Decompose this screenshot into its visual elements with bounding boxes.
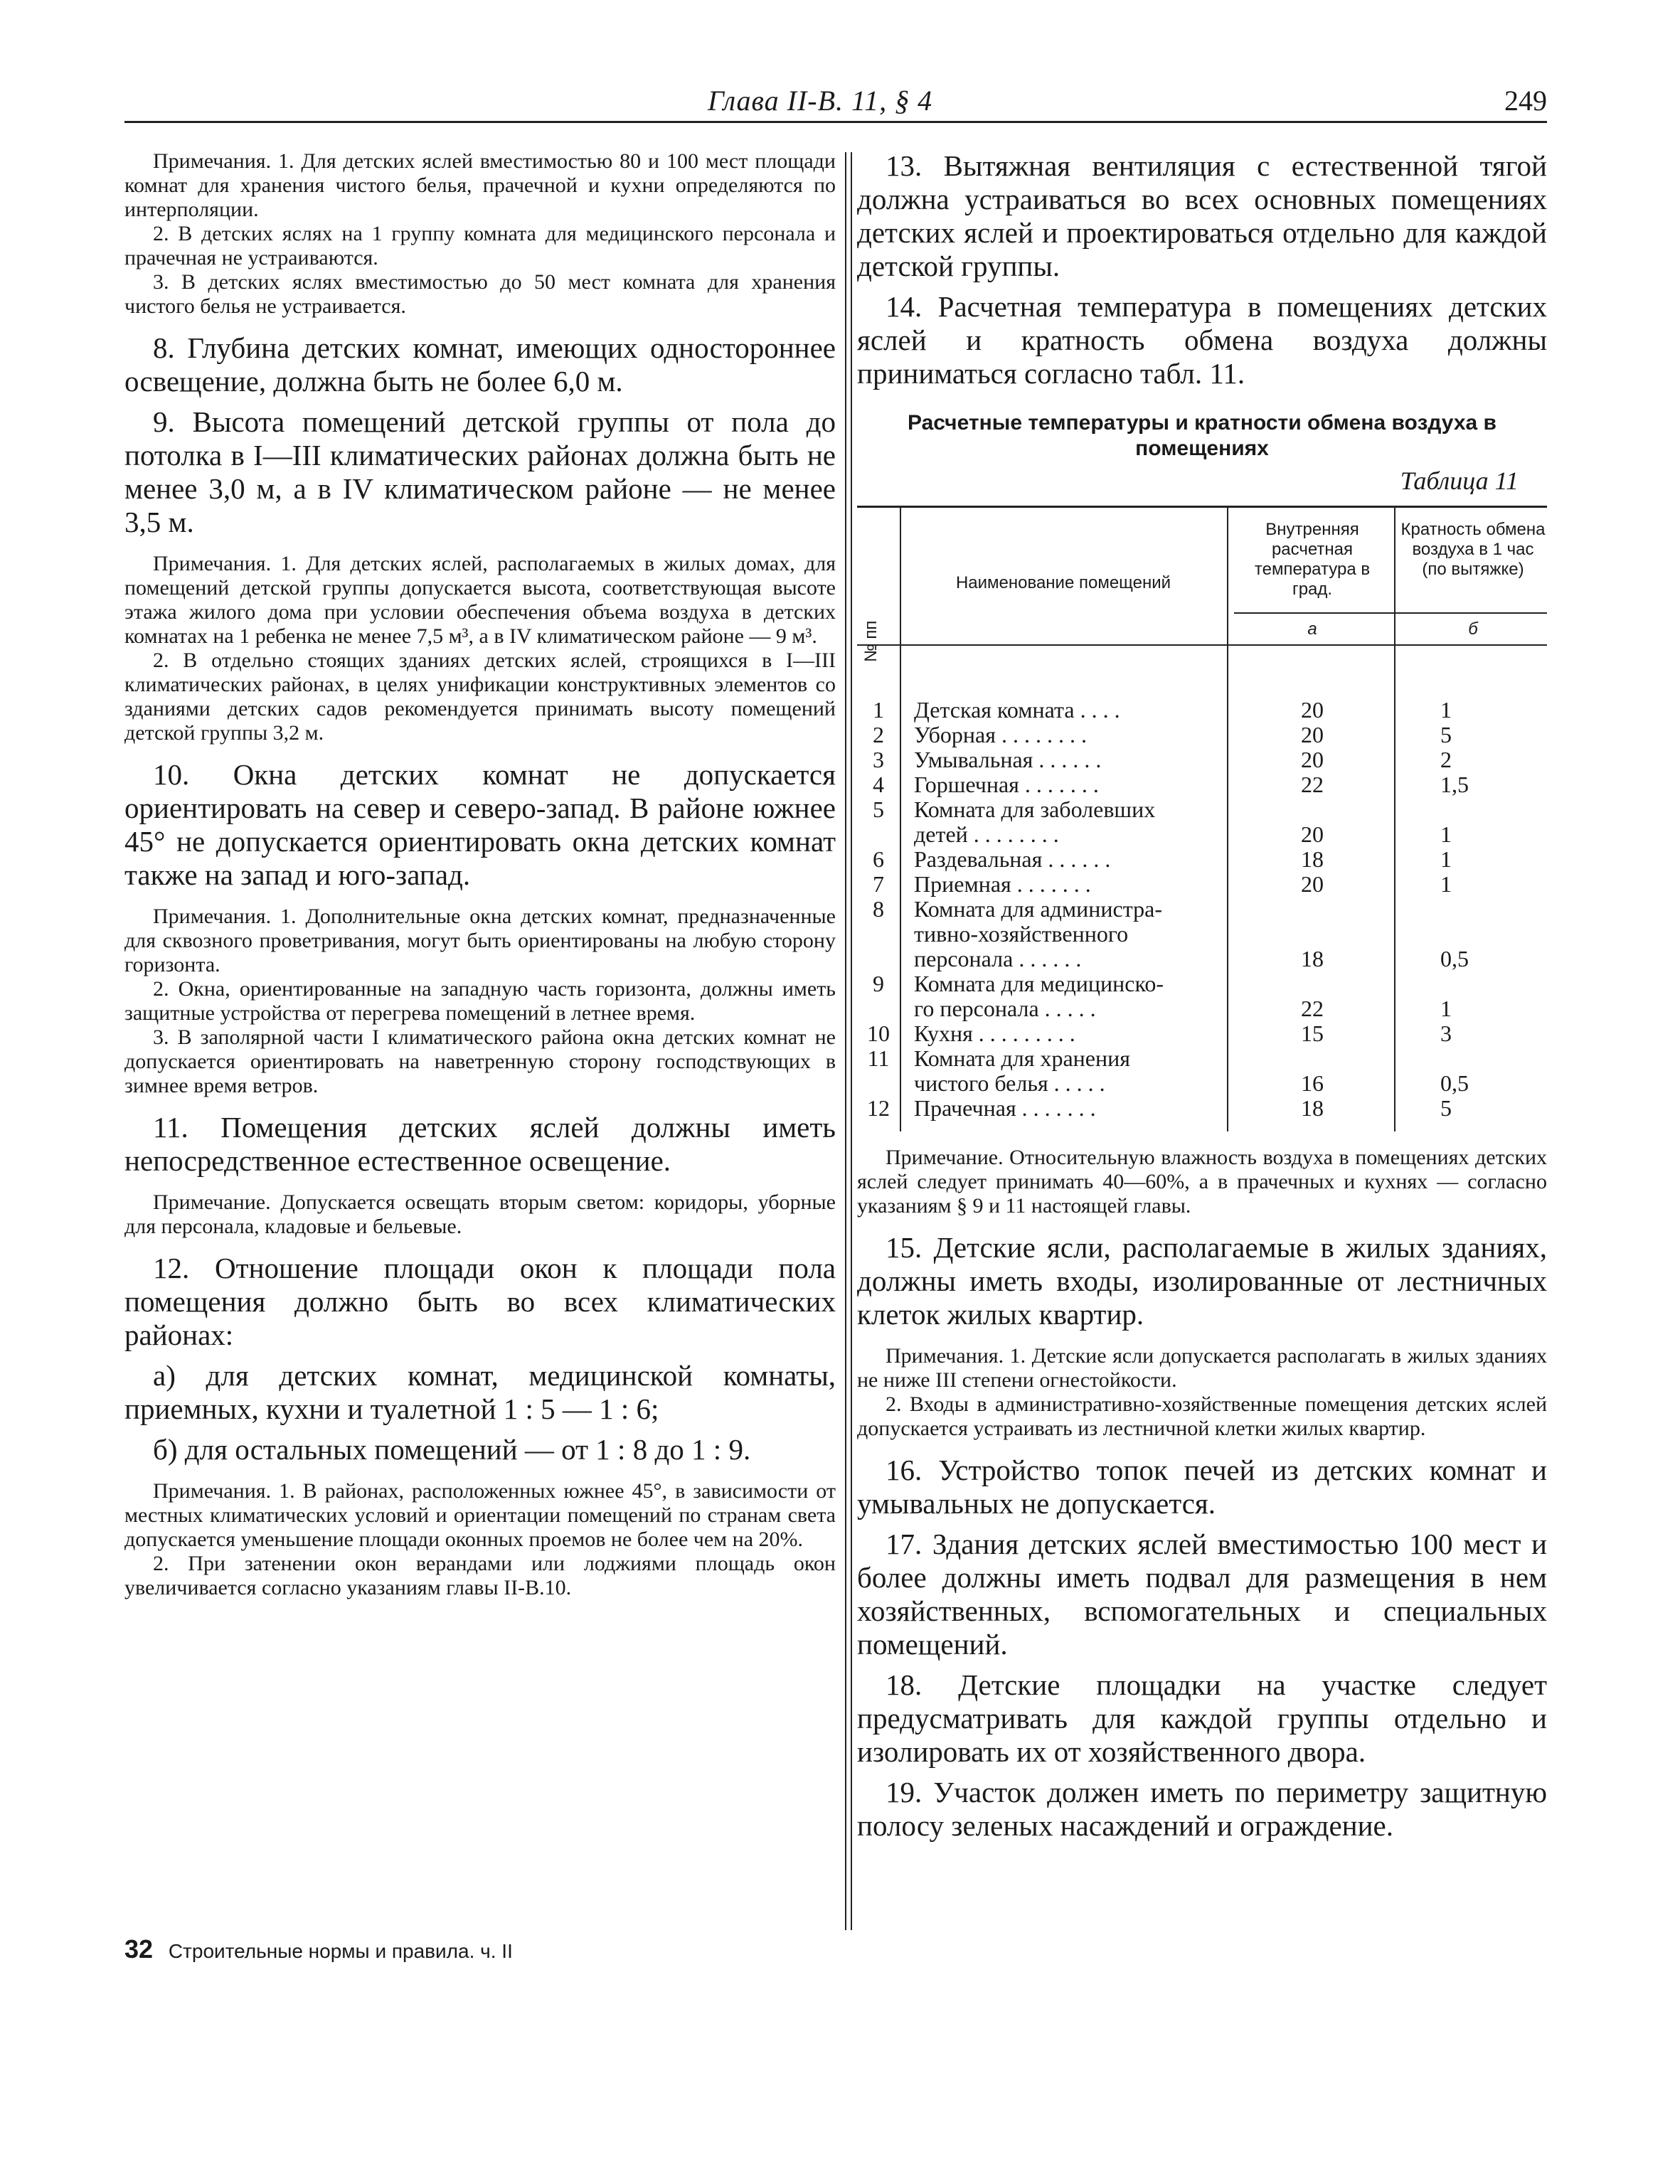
notes-block-5: [124, 1479, 836, 1600]
room-name-line: Кухня . . . . . . . . .: [914, 1021, 1075, 1046]
clause-14: 14. Расчетная температура в помещениях детских яслей и кратность обмена воздуха должны приниматься согласно табл. 11.: [857, 290, 1547, 390]
clause-12: 12. Отношение площади окон к площади пола помещения должно быть во всех климатических районах:: [124, 1252, 836, 1351]
clause-10: 10. Окна детских комнат не допускается ориентировать на север и северо-запад. В районе южнее 45° не допускается ориентировать окна детских комнат также на запад и юго-запад.: [124, 758, 836, 891]
air-exchange-value: 0,5: [1440, 1070, 1469, 1096]
note-paragraph: 3. В заполярной части I климатического района окна детских комнат не допускается ориентировать на наветренную сторону господствующих в зимнее время ветров.: [124, 1026, 836, 1097]
table-vrule: [1227, 506, 1228, 1131]
clause-9: 9. Высота помещений детской группы от пола до потолка в I—III климатических районах должна быть не менее 3,0 м, а в IV климатическом районе — не менее 3,5 м.: [124, 405, 836, 538]
chapter-reference: Глава II-В. 11, § 4: [708, 85, 933, 117]
room-name-line: тивно-хозяйственного: [914, 921, 1129, 947]
room-name-line: Комната для хранения: [914, 1045, 1130, 1071]
notes-block-2: [124, 552, 836, 745]
temperature-value: 18: [1301, 846, 1324, 872]
footer-title: Строительные нормы и правила. ч. II: [168, 1940, 513, 1962]
row-number: 2: [873, 722, 884, 747]
column-divider: [845, 152, 852, 1930]
temperature-value: 15: [1301, 1021, 1324, 1046]
row-number: 7: [873, 871, 884, 897]
subheader-a: а: [1307, 619, 1317, 639]
temperature-value: 22: [1301, 996, 1324, 1021]
clause-12-a: а) для детских комнат, медицинской комнаты, приемных, кухни и туалетной 1 : 5 — 1 : 6;: [124, 1359, 836, 1425]
footer-page-number: 32: [124, 1934, 154, 1964]
table-top-rule: [857, 506, 1547, 508]
clause-17: 17. Здания детских яслей вместимостью 100 мест и более должны иметь подвал для размещения в нем хозяйственных, вспомогательных и специальных помещений.: [857, 1528, 1547, 1661]
notes-block-6: [857, 1344, 1547, 1441]
notes-block-1: [124, 149, 836, 319]
table-caption: Расчетные температуры и кратности обмена воздуха в помещениях: [907, 411, 1497, 460]
air-exchange-value: 1,5: [1440, 772, 1469, 797]
temperature-value: 18: [1301, 1095, 1324, 1121]
table-note: [857, 1146, 1547, 1218]
room-name-line: детей . . . . . . . .: [914, 821, 1059, 847]
notes-block-3: [124, 905, 836, 1098]
header-number-column: № пп: [861, 620, 881, 662]
room-name-line: Прачечная . . . . . . .: [914, 1095, 1096, 1121]
clause-18: 18. Детские площадки на участке следует предусматривать для каждой группы отдельно и изолировать их от хозяйственного двора.: [857, 1668, 1547, 1768]
note-paragraph: Примечания. 1. В районах, расположенных южнее 45°, в зависимости от местных климатических условий и ориентации помещений по странам света допускается уменьшение площади оконных проемов не более чем на 20%.: [124, 1479, 836, 1551]
room-name-line: го персонала . . . . .: [914, 996, 1096, 1021]
table-11: [857, 506, 1547, 1131]
header-temperature-column: Внутренняя расчетная температура в град.: [1254, 520, 1371, 599]
air-exchange-value: 2: [1440, 747, 1452, 772]
header-name-column: Наименование помещений: [955, 573, 1171, 592]
air-exchange-value: 1: [1440, 871, 1452, 897]
row-number: 5: [873, 797, 884, 822]
table-head-rule: [857, 644, 1547, 646]
row-number: 3: [873, 747, 884, 772]
note-paragraph: 2. В отдельно стоящих зданиях детских яслей, строящихся в I—III климатических районах, в целях унификации конструктивных элементов со зданиями детских садов рекомендуется принимать высоту помещений детской группы 3,2 м.: [124, 649, 836, 745]
row-number: 8: [873, 896, 884, 922]
temperature-value: 22: [1301, 772, 1324, 797]
room-name-line: персонала . . . . . .: [914, 946, 1082, 971]
table-subhead-rule: [1234, 612, 1547, 614]
air-exchange-value: 3: [1440, 1021, 1452, 1046]
note-paragraph: Примечания. 1. Дополнительные окна детских комнат, предназначенные для сквозного проветривания, могут быть ориентированы на любую сторону горизонта.: [124, 905, 836, 976]
table-vrule: [1394, 506, 1395, 1131]
air-exchange-value: 1: [1440, 821, 1452, 847]
table-vrule: [900, 506, 901, 1131]
note-paragraph: 2. Входы в административно-хозяйственные помещения детских яслей допускается устраивать из лестничной клетки жилых квартир.: [857, 1392, 1547, 1440]
clause-12-b: б) для остальных помещений — от 1 : 8 до 1 : 9.: [153, 1433, 751, 1466]
right-column: [857, 149, 1547, 1850]
row-number: 12: [867, 1095, 890, 1121]
subheader-b: б: [1468, 619, 1478, 639]
temperature-value: 20: [1301, 821, 1324, 847]
clause-11: 11. Помещения детских яслей должны иметь непосредственное естественное освещение.: [124, 1111, 836, 1177]
temperature-value: 16: [1301, 1070, 1324, 1096]
note-paragraph: Примечание. Допускается освещать вторым светом: коридоры, уборные для персонала, кладовые и бельевые.: [124, 1190, 836, 1238]
page-number: 249: [1504, 85, 1547, 117]
note-paragraph: 2. В детских яслях на 1 группу комната для медицинского персонала и прачечная не устраиваются.: [124, 222, 836, 270]
room-name-line: Комната для заболевших: [914, 797, 1156, 822]
temperature-value: 20: [1301, 871, 1324, 897]
room-name-line: Раздевальная . . . . . .: [914, 846, 1111, 872]
air-exchange-value: 5: [1440, 1095, 1452, 1121]
clause-8: 8. Глубина детских комнат, имеющих одностороннее освещение, должна быть не более 6,0 м.: [124, 331, 836, 398]
page-footer: [124, 1934, 513, 1964]
temperature-value: 20: [1301, 722, 1324, 747]
note-paragraph: Примечания. 1. Детские ясли допускается располагать в жилых зданиях не ниже III степени огнестойкости.: [857, 1344, 1547, 1392]
clause-13: 13. Вытяжная вентиляция с естественной тягой должна устраиваться во всех основных помещениях детских яслей и проектироваться отдельно для каждой детской группы.: [857, 149, 1547, 282]
note-paragraph: 2. При затенении окон верандами или лоджиями площадь окон увеличивается согласно указаниям главы II-В.10.: [124, 1552, 836, 1599]
header-air-exchange-column: Кратность обмена воздуха в 1 час (по вытяжке): [1400, 520, 1546, 579]
room-name-line: Приемная . . . . . . .: [914, 871, 1091, 897]
row-number: 4: [873, 772, 884, 797]
temperature-value: 20: [1301, 747, 1324, 772]
air-exchange-value: 5: [1440, 722, 1452, 747]
row-number: 9: [873, 971, 884, 996]
air-exchange-value: 1: [1440, 846, 1452, 872]
room-name-line: Детская комната . . . .: [914, 697, 1120, 723]
room-name-line: Умывальная . . . . . .: [914, 747, 1102, 772]
room-name-line: Комната для медицинско-: [914, 971, 1164, 996]
row-number: 11: [867, 1045, 890, 1071]
row-number: 10: [867, 1021, 890, 1046]
table-label: Таблица 11: [1400, 467, 1519, 495]
room-name-line: Горшечная . . . . . . .: [914, 772, 1099, 797]
room-name-line: Уборная . . . . . . . .: [914, 722, 1087, 747]
note-paragraph: Примечания. 1. Для детских яслей вместимостью 80 и 100 мест площади комнат для хранения чистого белья, прачечной и кухни определяются по интерполяции.: [124, 149, 836, 221]
running-header: [124, 80, 1547, 123]
clause-19: 19. Участок должен иметь по периметру защитную полосу зеленых насаждений и ограждение.: [857, 1776, 1547, 1842]
note-paragraph: Примечание. Относительную влажность воздуха в помещениях детских яслей следует принимать 40—60%, а в прачечных и кухнях — согласно указаниям § 9 и 11 настоящей главы.: [857, 1146, 1547, 1218]
clause-15: 15. Детские ясли, располагаемые в жилых зданиях, должны иметь входы, изолированные от лестничных клеток жилых квартир.: [857, 1231, 1547, 1331]
note-paragraph: Примечания. 1. Для детских яслей, располагаемых в жилых домах, для помещений детской группы допускается высота, соответствующая высоте этажа жилого дома при условии обеспечения объема воздуха в детских комнатах на 1 ребенка не менее 7,5 м³, а в IV климатическом районе — 9 м³.: [124, 552, 836, 648]
room-name-line: чистого белья . . . . .: [914, 1070, 1105, 1096]
left-column: [124, 149, 836, 1613]
clause-16: 16. Устройство топок печей из детских комнат и умывальных не допускается.: [857, 1454, 1547, 1520]
temperature-value: 20: [1301, 697, 1324, 723]
air-exchange-value: 0,5: [1440, 946, 1469, 971]
room-name-line: Комната для администра-: [914, 896, 1162, 922]
row-number: 6: [873, 846, 884, 872]
note-paragraph: 2. Окна, ориентированные на западную часть горизонта, должны иметь защитные устройства от перегрева помещений в летнее время.: [124, 977, 836, 1025]
note-paragraph: 3. В детских яслях вместимостью до 50 мест комната для хранения чистого белья не устраивается.: [124, 270, 836, 318]
air-exchange-value: 1: [1440, 996, 1452, 1021]
row-number: 1: [873, 697, 884, 723]
temperature-value: 18: [1301, 946, 1324, 971]
note-block-4: [124, 1190, 836, 1239]
air-exchange-value: 1: [1440, 697, 1452, 723]
